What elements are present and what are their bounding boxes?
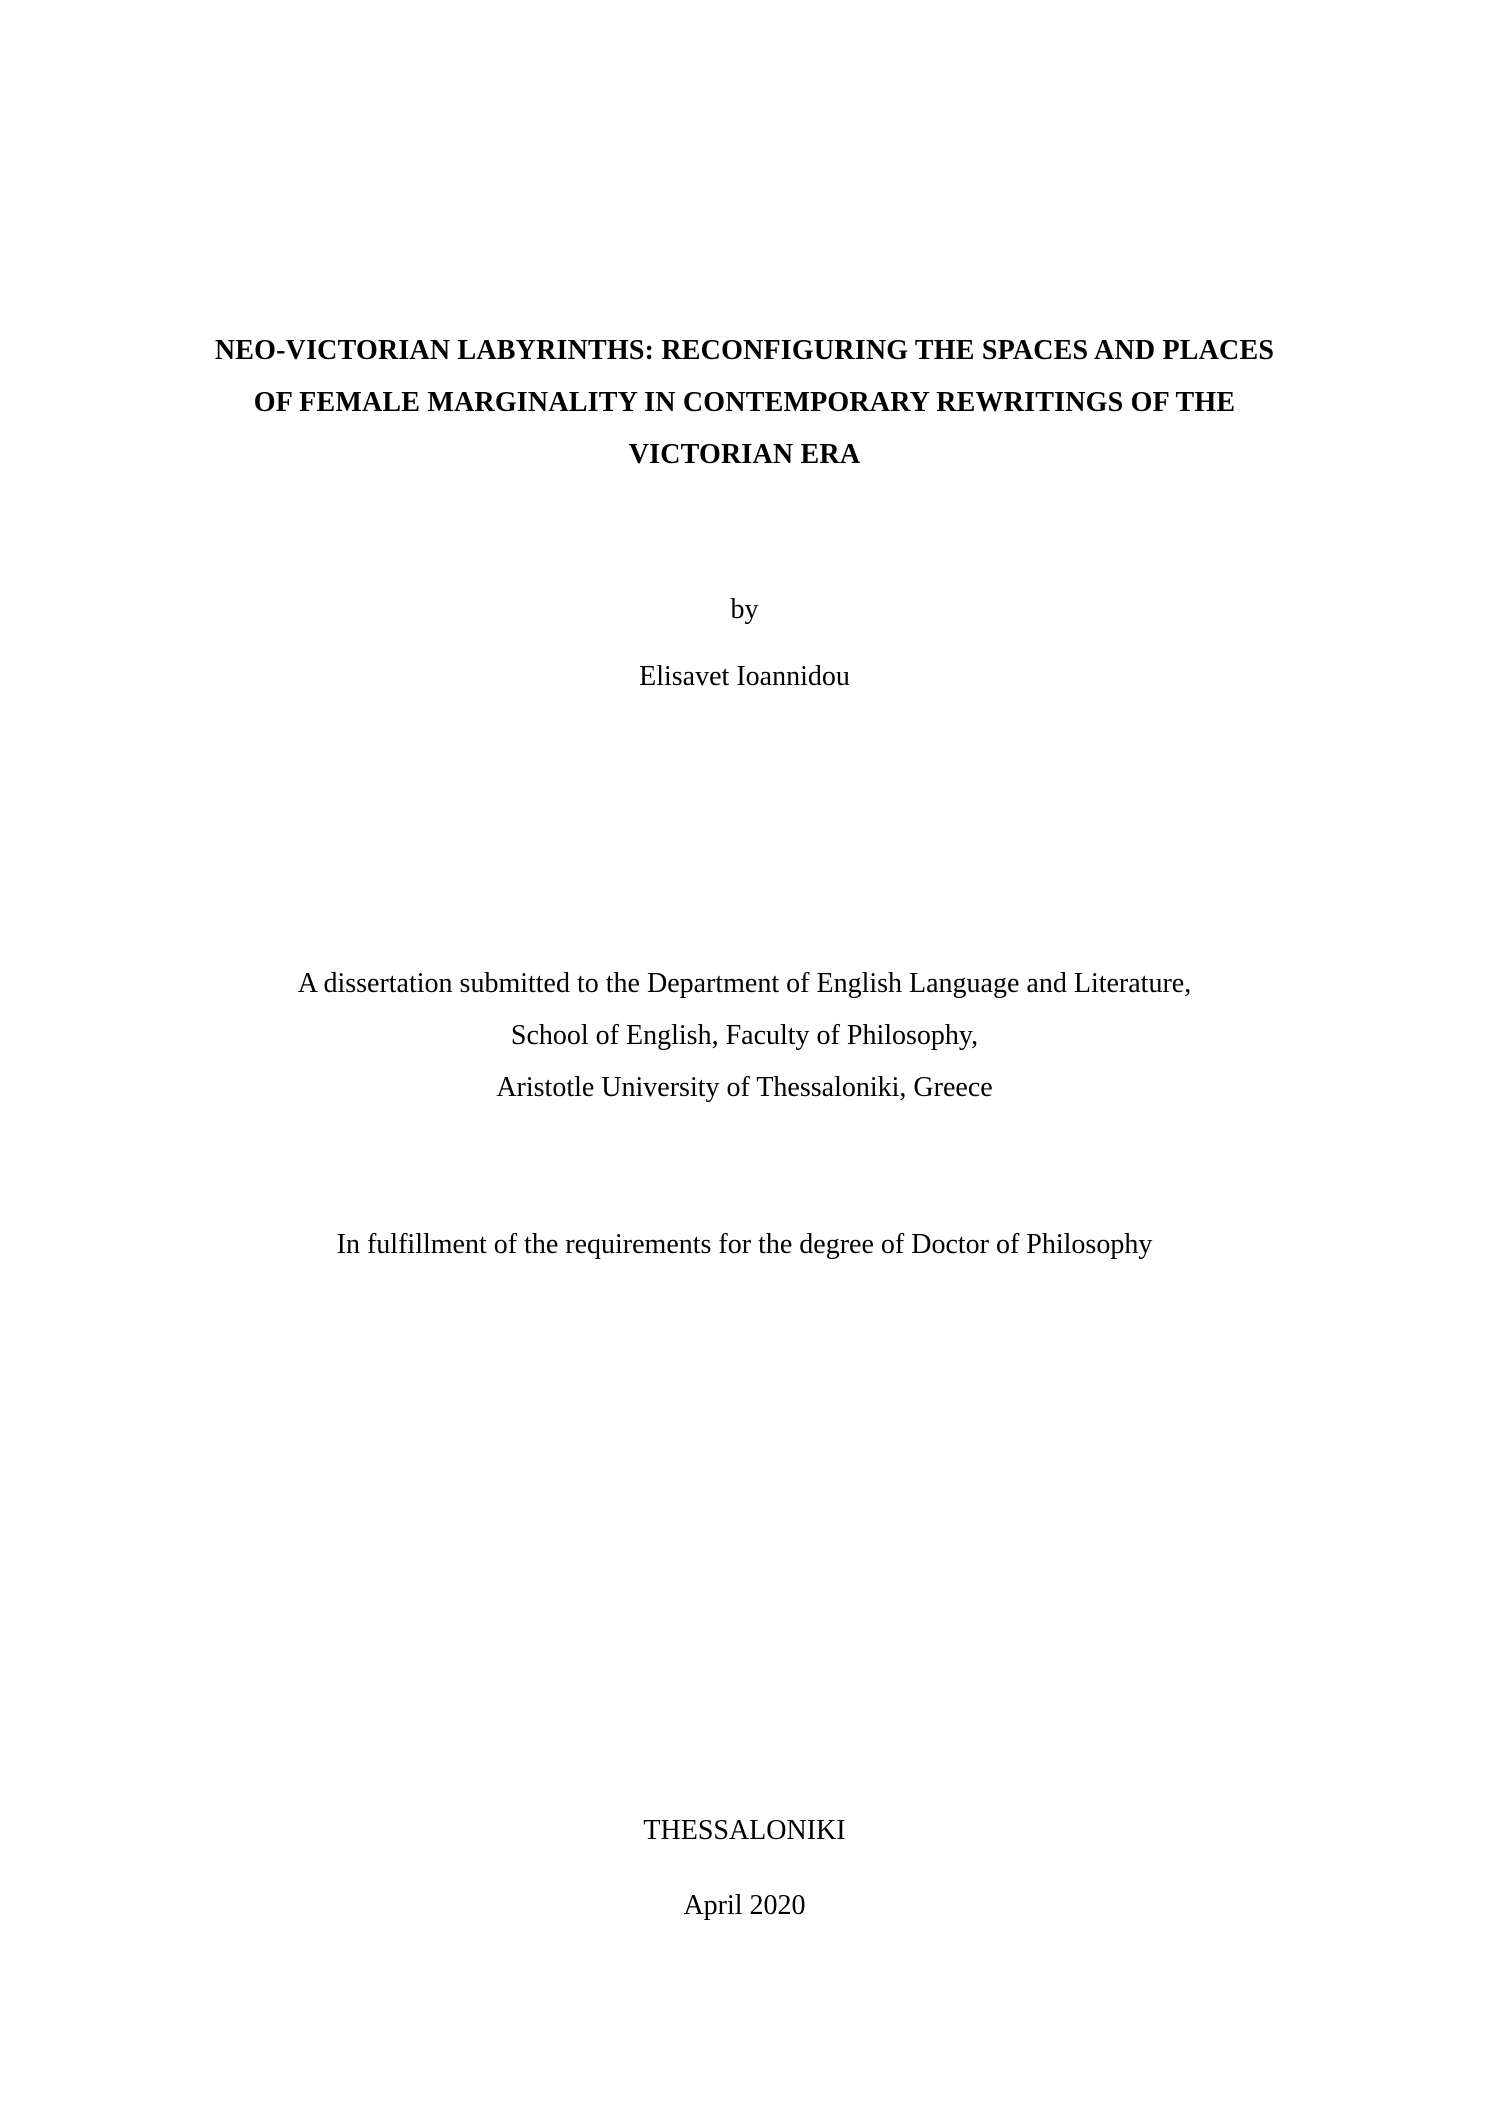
date-block xyxy=(0,1880,1489,1932)
submission-line-3: Aristotle University of Thessaloniki, Greece xyxy=(496,1072,993,1103)
submission-line-2: School of English, Faculty of Philosophy, xyxy=(510,1020,979,1051)
fulfillment-statement: In fulfillment of the requirements for the degree of Doctor of Philosophy xyxy=(336,1229,1153,1260)
title-line-3: VICTORIAN ERA xyxy=(628,439,861,470)
title-line-1: NEO-VICTORIAN LABYRINTHS: RECONFIGURING THE SPACES AND PLACES xyxy=(214,335,1275,366)
by-label-block xyxy=(0,584,1489,636)
title-line-2: OF FEMALE MARGINALITY IN CONTEMPORARY REWRITINGS OF THE xyxy=(253,387,1236,418)
place-name: THESSALONIKI xyxy=(643,1815,846,1846)
submission-line-1: A dissertation submitted to the Department of English Language and Literature, xyxy=(297,968,1192,999)
author-name: Elisavet Ioannidou xyxy=(639,661,850,692)
by-label: by xyxy=(730,594,759,625)
author-block xyxy=(0,651,1489,703)
fulfillment-statement-block xyxy=(0,1219,1489,1271)
dissertation-title xyxy=(0,325,1489,481)
place-block xyxy=(0,1805,1489,1857)
submission-date: April 2020 xyxy=(683,1890,806,1921)
submission-statement xyxy=(0,958,1489,1114)
